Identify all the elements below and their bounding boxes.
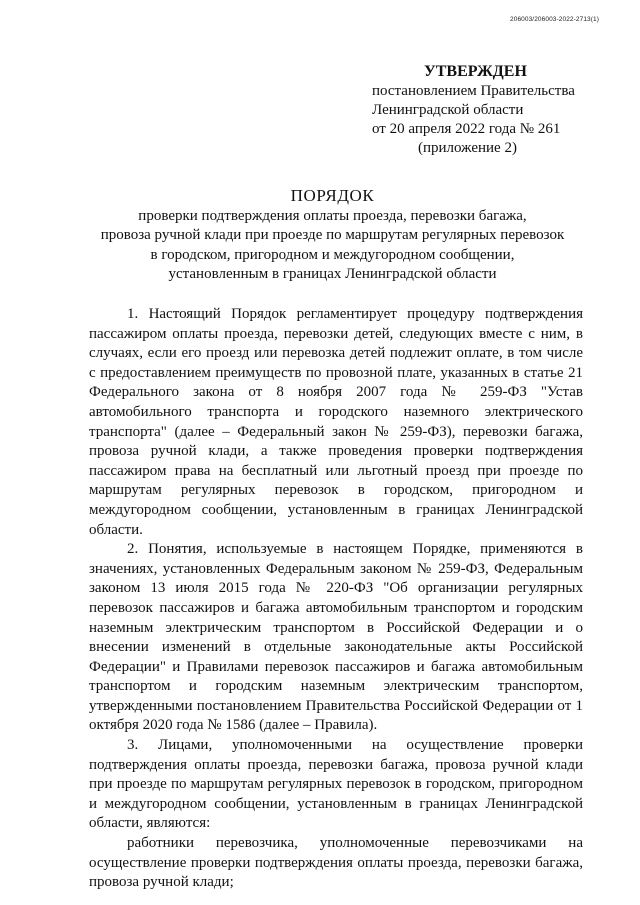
document-title-block xyxy=(60,186,605,285)
document-subtitle-line: провоза ручной клади при проезде по маршрутам регулярных перевозок xyxy=(100,227,565,243)
paragraph-2: 2. Понятия, используемые в настоящем Порядке, применяются в значениях, установленных Федеральным законом № 259-ФЗ, Федеральным законом 13 июля 2015 года № 220-ФЗ "Об организации регулярных перевозок пассажиров и багажа автомобильным транспортом и городским наземным электрическим транспортом в Российской Федерации и о внесении изменений в отдельные законодательные акты Российской Федерации" и Правилами перевозок пассажиров и багажа автомобильным транспортом и городским наземным электрическим транспортом, утвержденными постановлением Правительства Российской Федерации от 1 октября 2020 года № 1586 (далее – Правила). xyxy=(89,541,583,734)
approval-stamp xyxy=(372,62,582,158)
document-body xyxy=(89,305,583,893)
document-subtitle-line: установленным в границах Ленинградской области xyxy=(168,266,497,282)
paragraph-3-item: работники перевозчика, уполномоченные перевозчиками на осуществление проверки подтверждения оплаты проезда, перевозки багажа, провоза ручной клади; xyxy=(89,835,583,891)
paragraph-1: 1. Настоящий Порядок регламентирует процедуру подтверждения пассажиром оплаты проезда, перевозки детей, следующих вместе с ним, в случаях, если его проезд или перевозка детей подлежит оплате, в том числе с предоставлением преимуществ по провозной плате, указанных в статье 21 Федерального закона от 8 ноября 2007 года № 259-ФЗ "Устав автомобильного транспорта и городского наземного электрического транспорта" (далее – Федеральный закон № 259-ФЗ), перевозки багажа, провоза ручной клади, а также проведения проверки подтверждения пассажиром права на бесплатный или льготный проезд при проезде по маршрутам регулярных перевозок в городском, пригородном и междугородном сообщении, установленным в границах Ленинградской области. xyxy=(89,306,583,538)
approval-line: от 20 апреля 2022 года № 261 xyxy=(372,121,561,137)
paragraph-3: 3. Лицами, уполномоченными на осуществление проверки подтверждения оплаты проезда, перевозки багажа, провоза ручной клади при проезде по маршрутам регулярных перевозок в городском, пригородном и междугородном сообщении, установленным в границах Ленинградской области, являются: xyxy=(89,737,583,832)
document-id: 206003/206003-2022-2713(1) xyxy=(510,16,599,23)
approval-title: УТВЕРЖДЕН xyxy=(424,63,527,80)
approval-line: Ленинградской области xyxy=(372,102,524,118)
approval-appendix: (приложение 2) xyxy=(418,140,517,156)
document-title: ПОРЯДОК xyxy=(290,186,375,205)
approval-line: постановлением Правительства xyxy=(372,83,575,99)
document-subtitle-line: проверки подтверждения оплаты проезда, перевозки багажа, xyxy=(138,207,527,224)
document-subtitle-line: в городском, пригородном и междугородном сообщении, xyxy=(150,246,515,263)
